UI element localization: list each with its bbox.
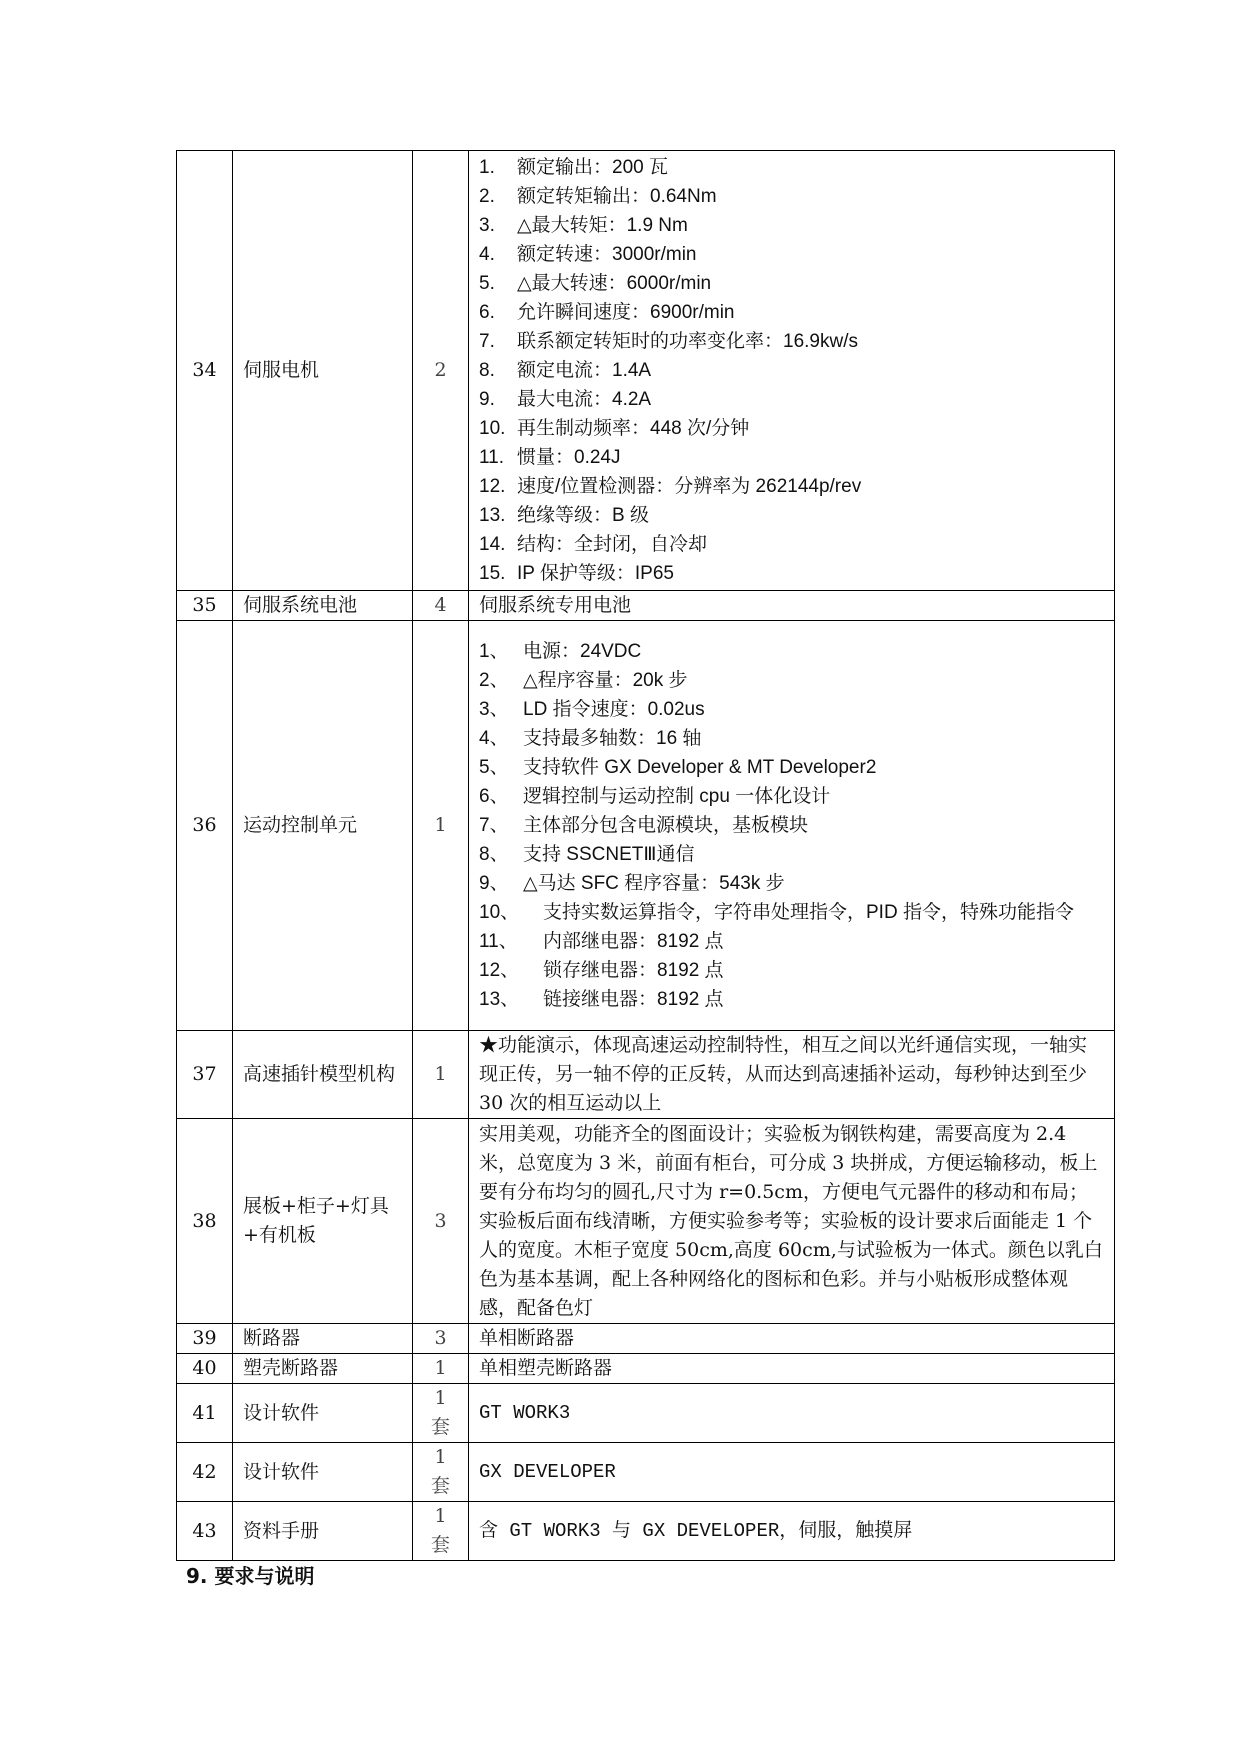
- item-quantity: 1: [413, 1354, 469, 1384]
- spec-list-item: [479, 559, 1104, 588]
- item-quantity: 1: [413, 1031, 469, 1119]
- spec-item-text: 绝缘等级：B 级: [517, 505, 649, 526]
- spec-list-item: [479, 985, 1104, 1014]
- spec-list-item: [479, 695, 1104, 724]
- spec-item-text: IP 保护等级：IP65: [517, 563, 674, 584]
- item-name: 断路器: [233, 1324, 413, 1354]
- row-number: 39: [177, 1324, 233, 1354]
- spec-list-item: [479, 269, 1104, 298]
- item-name: 设计软件: [233, 1443, 413, 1502]
- item-description: GX DEVELOPER: [469, 1443, 1115, 1502]
- table-row: [177, 1324, 1115, 1354]
- item-name: 伺服电机: [233, 151, 413, 591]
- item-description: ★功能演示，体现高速运动控制特性，相互之间以光纤通信实现，一轴实现正传，另一轴不停的正反转，从而达到高速插补运动，每秒钟达到至少 30 次的相互运动以上: [469, 1031, 1115, 1119]
- spec-item-number: 10、: [479, 902, 520, 923]
- spec-item-text: 链接继电器：8192 点: [543, 989, 724, 1010]
- row-number: 41: [177, 1384, 233, 1443]
- spec-list-item: [479, 530, 1104, 559]
- row-number: 43: [177, 1502, 233, 1561]
- spec-item-number: 6、: [479, 786, 509, 807]
- item-quantity: 1 套: [413, 1502, 469, 1561]
- spec-item-number: 2、: [479, 670, 509, 691]
- spec-list-item: [479, 356, 1104, 385]
- spec-item-text: 再生制动频率：448 次/分钟: [517, 418, 750, 439]
- spec-list-item: [479, 298, 1104, 327]
- spec-item-text: 电源：24VDC: [523, 641, 642, 662]
- spec-item-text: 速度/位置检测器：分辨率为 262144p/rev: [517, 476, 862, 497]
- item-description: GT WORK3: [469, 1384, 1115, 1443]
- section-heading: 9. 要求与说明: [186, 1564, 315, 1588]
- row-number: 40: [177, 1354, 233, 1384]
- table-row: [177, 1354, 1115, 1384]
- spec-list-item: [479, 385, 1104, 414]
- row-number: 38: [177, 1119, 233, 1324]
- spec-list-item: [479, 666, 1104, 695]
- spec-list-item: [479, 327, 1104, 356]
- spec-item-number: 6.: [479, 302, 495, 323]
- spec-item-text: 额定电流：1.4A: [517, 360, 652, 381]
- spec-item-text: △最大转速：6000r/min: [517, 273, 712, 294]
- spec-item-number: 7.: [479, 331, 495, 352]
- item-name: 运动控制单元: [233, 621, 413, 1031]
- spec-item-text: 支持实数运算指令，字符串处理指令，PID 指令，特殊功能指令: [543, 902, 1074, 923]
- item-name: 资料手册: [233, 1502, 413, 1561]
- spec-item-text: 惯量：0.24J: [517, 447, 621, 468]
- table-row: [177, 1119, 1115, 1324]
- spec-list-item: [479, 782, 1104, 811]
- item-quantity: 1 套: [413, 1384, 469, 1443]
- row-number: 37: [177, 1031, 233, 1119]
- spec-item-number: 11、: [479, 931, 518, 952]
- spec-item-text: 支持 SSCNETⅢ通信: [523, 844, 695, 865]
- item-spec-list: [469, 621, 1115, 1031]
- spec-item-text: 联系额定转矩时的功率变化率：16.9kw/s: [517, 331, 858, 352]
- spec-list-item: [479, 956, 1104, 985]
- spec-item-text: 主体部分包含电源模块，基板模块: [523, 815, 809, 836]
- equipment-spec-table: [176, 150, 1115, 1561]
- spec-item-number: 1、: [479, 641, 509, 662]
- table-row: [177, 1384, 1115, 1443]
- item-quantity: 2: [413, 151, 469, 591]
- spec-item-text: 内部继电器：8192 点: [543, 931, 724, 952]
- item-name: 塑壳断路器: [233, 1354, 413, 1384]
- spec-list-item: [479, 840, 1104, 869]
- spec-list-item: [479, 240, 1104, 269]
- spec-list-item: [479, 211, 1104, 240]
- spec-item-number: 3、: [479, 699, 509, 720]
- spec-item-number: 12、: [479, 960, 520, 981]
- item-quantity: 3: [413, 1324, 469, 1354]
- spec-item-number: 10.: [479, 418, 506, 439]
- spec-list-item: [479, 753, 1104, 782]
- spec-item-number: 5、: [479, 757, 509, 778]
- spec-list-item: [479, 472, 1104, 501]
- spec-item-text: 额定转速：3000r/min: [517, 244, 697, 265]
- item-description: 实用美观，功能齐全的图面设计；实验板为钢铁构建，需要高度为 2.4 米，总宽度为 3 米，前面有柜台，可分成 3 块拼成，方便运输移动，板上要有分布均匀的圆孔,尺寸为 r=0.5cm，方便电气元器件的移动和布局；实验板后面布线清晰，方便实验参考等；实验板的设计要求后面能走 1 个人的宽度。木柜子宽度 50cm,高度 60cm,与试验板为一体式。颜色以乳白色为基本基调，配上各种网络化的图标和色彩。并与小贴板形成整体观感，配备色灯: [469, 1119, 1115, 1324]
- spec-item-text: △马达 SFC 程序容量：543k 步: [523, 873, 785, 894]
- item-description: 单相断路器: [469, 1324, 1115, 1354]
- spec-list-item: [479, 724, 1104, 753]
- spec-item-number: 11.: [479, 447, 505, 468]
- spec-list-item: [479, 153, 1104, 182]
- table-row: [177, 1443, 1115, 1502]
- item-name: 高速插针模型机构: [233, 1031, 413, 1119]
- spec-item-text: 允许瞬间速度：6900r/min: [517, 302, 735, 323]
- spec-item-text: LD 指令速度：0.02us: [523, 699, 705, 720]
- spec-item-text: 锁存继电器：8192 点: [543, 960, 724, 981]
- item-spec-list: [469, 151, 1115, 591]
- table-row: [177, 1502, 1115, 1561]
- row-number: 42: [177, 1443, 233, 1502]
- spec-list-item: [479, 501, 1104, 530]
- spec-item-number: 7、: [479, 815, 509, 836]
- row-number: 36: [177, 621, 233, 1031]
- row-number: 35: [177, 591, 233, 621]
- spec-item-number: 15.: [479, 563, 506, 584]
- item-description: 伺服系统专用电池: [469, 591, 1115, 621]
- item-quantity: 4: [413, 591, 469, 621]
- table-row: [177, 591, 1115, 621]
- spec-item-text: △程序容量：20k 步: [523, 670, 688, 691]
- item-quantity: 3: [413, 1119, 469, 1324]
- spec-list-item: [479, 869, 1104, 898]
- item-quantity: 1 套: [413, 1443, 469, 1502]
- spec-item-number: 13.: [479, 505, 506, 526]
- spec-item-number: 13、: [479, 989, 520, 1010]
- table-row: [177, 1031, 1115, 1119]
- spec-item-number: 8.: [479, 360, 495, 381]
- spec-list-item: [479, 182, 1104, 211]
- item-name: 伺服系统电池: [233, 591, 413, 621]
- table-row: [177, 151, 1115, 591]
- item-description: 含 GT WORK3 与 GX DEVELOPER，伺服，触摸屏: [469, 1502, 1115, 1561]
- spec-item-text: 逻辑控制与运动控制 cpu 一体化设计: [523, 786, 831, 807]
- spec-list-item: [479, 637, 1104, 666]
- spec-item-text: △最大转矩：1.9 Nm: [517, 215, 688, 236]
- item-quantity: 1: [413, 621, 469, 1031]
- spec-item-number: 8、: [479, 844, 509, 865]
- spec-item-number: 1.: [479, 157, 495, 178]
- spec-item-text: 额定输出：200 瓦: [517, 157, 668, 178]
- spec-item-text: 额定转矩输出：0.64Nm: [517, 186, 717, 207]
- table-row: [177, 621, 1115, 1031]
- spec-list-item: [479, 927, 1104, 956]
- spec-list-item: [479, 811, 1104, 840]
- spec-item-number: 12.: [479, 476, 506, 497]
- spec-item-number: 2.: [479, 186, 495, 207]
- spec-item-number: 3.: [479, 215, 495, 236]
- spec-item-number: 4.: [479, 244, 495, 265]
- spec-list-item: [479, 414, 1104, 443]
- spec-item-number: 14.: [479, 534, 506, 555]
- spec-item-text: 结构：全封闭，自冷却: [517, 534, 708, 555]
- spec-item-number: 9.: [479, 389, 495, 410]
- spec-item-number: 9、: [479, 873, 509, 894]
- item-description: 单相塑壳断路器: [469, 1354, 1115, 1384]
- spec-list-item: [479, 898, 1104, 927]
- spec-item-text: 最大电流：4.2A: [517, 389, 652, 410]
- item-name: 展板+柜子+灯具+有机板: [233, 1119, 413, 1324]
- spec-item-text: 支持最多轴数：16 轴: [523, 728, 702, 749]
- spec-list-item: [479, 443, 1104, 472]
- spec-item-number: 5.: [479, 273, 495, 294]
- item-name: 设计软件: [233, 1384, 413, 1443]
- row-number: 34: [177, 151, 233, 591]
- spec-item-text: 支持软件 GX Developer & MT Developer2: [523, 757, 877, 778]
- spec-item-number: 4、: [479, 728, 509, 749]
